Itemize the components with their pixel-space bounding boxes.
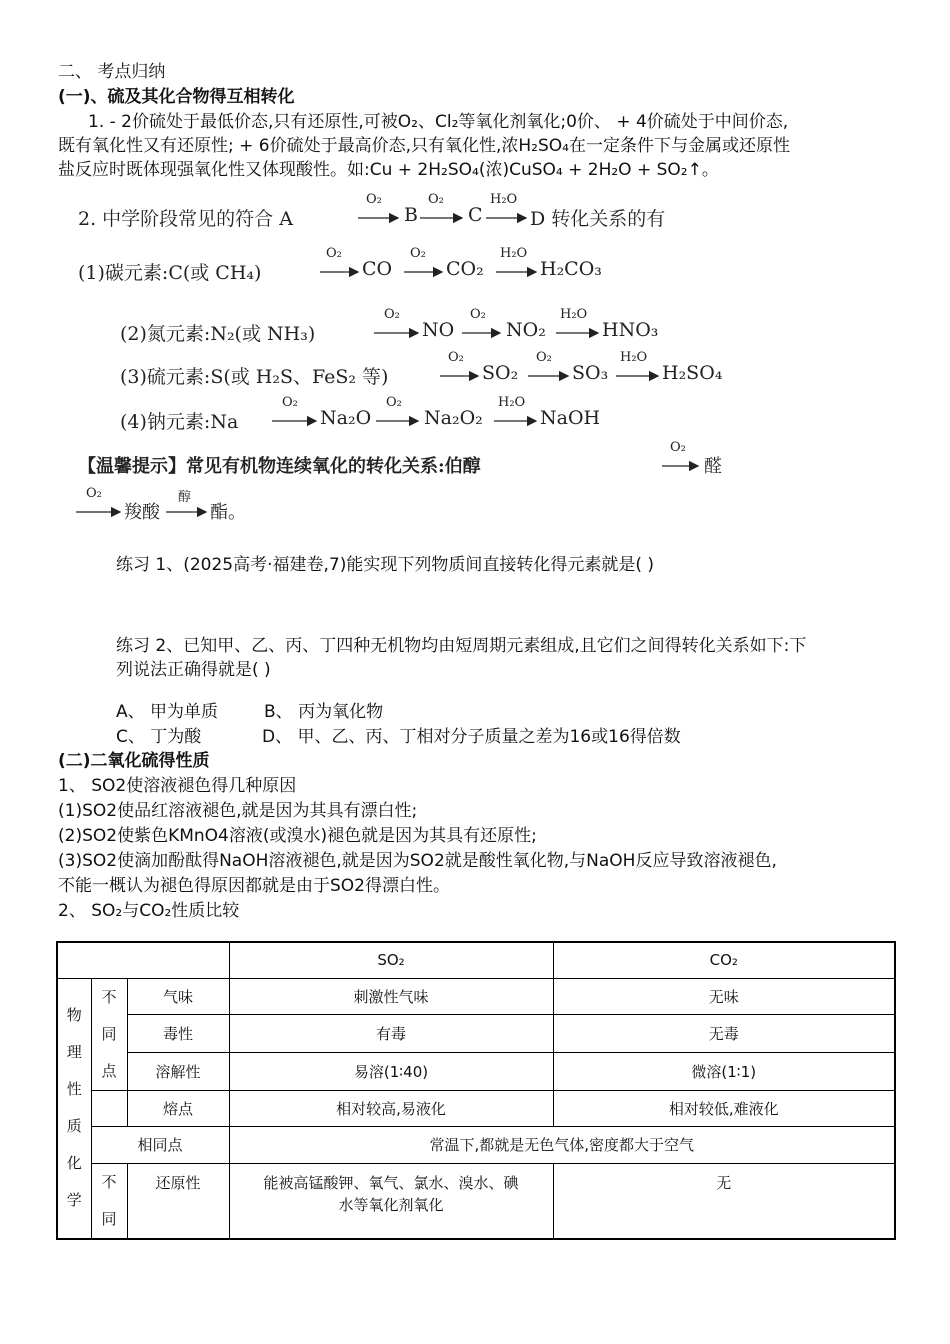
part2-heading: (二)二氧化硫得性质 [58, 751, 210, 771]
fig-arrow-label: 醇 [178, 490, 192, 505]
fig-sulfur-3: SO₃ [572, 362, 609, 384]
so2-reducibility: 能被高锰酸钾、氧气、氯水、溴水、碘 水等氧化剂氧化 [229, 1163, 553, 1239]
fig-carbon-4: H₂CO₃ [540, 258, 602, 280]
part1-para-line3: 盐反应时既体现强氧化性又体现酸性。如:Cu + 2H₂SO₄(浓)CuSO₄ + 2H₂O + SO₂↑。 [58, 160, 719, 180]
fig-arrow-label: O₂ [366, 192, 382, 207]
part1-para-line2: 既有氧化性又有还原性; + 6价硫处于最高价态,只有氧化性,浓H₂SO₄在一定条件下与金属或还原性 [58, 136, 790, 156]
fig-arrow-label: H₂O [560, 307, 588, 322]
fig-sulfur-source: (3)硫元素:S(或 H₂S、FeS₂ 等) [120, 366, 389, 388]
exercise-2-line1: 练习 2、已知甲、乙、丙、丁四种无机物均由短周期元素组成,且它们之间得转化关系如下:下 [116, 636, 807, 656]
fig-tip-aldehyde: 醛 [704, 456, 722, 477]
fig-arrow-label: O₂ [326, 246, 342, 261]
so2-odor: 刺激性气味 [229, 978, 553, 1015]
comparison-table [56, 941, 896, 1240]
fig-arrow-label: O₂ [470, 307, 486, 322]
fig-arrow-label: H₂O [500, 246, 528, 261]
prop-odor: 气味 [127, 978, 229, 1015]
fig-arrow-label: O₂ [282, 395, 298, 410]
fig-tip: 【温馨提示】常见有机物连续氧化的转化关系:伯醇 [78, 456, 481, 477]
part1-para-line1: 1. - 2价硫处于最低价态,只有还原性,可被O₂、Cl₂等氧化剂氧化;0价、 + 4价硫处于中间价态, [88, 112, 789, 132]
so2-solubility: 易溶(1∶40) [229, 1052, 553, 1090]
prop-reducibility: 还原性 [127, 1163, 229, 1239]
conversion-figure [68, 192, 738, 530]
blank-cell [91, 1090, 127, 1126]
fig-line1-b: B [404, 204, 418, 226]
co2-solubility: 微溶(1∶1) [553, 1052, 895, 1090]
co2-odor: 无味 [553, 978, 895, 1015]
same-value: 常温下,都就是无色气体,密度都大于空气 [229, 1126, 895, 1163]
prop-melting-point: 熔点 [127, 1090, 229, 1126]
fig-carbon-source: (1)碳元素:C(或 CH₄) [78, 262, 262, 284]
part2-item1: 1、 SO2使溶液褪色得几种原因 [58, 776, 297, 796]
fig-arrow-label: O₂ [428, 192, 444, 207]
fig-arrow-label: O₂ [448, 350, 464, 365]
co2-reducibility: 无 [553, 1163, 895, 1239]
header-co2: CO₂ [553, 942, 895, 978]
fig-line1-c: C [468, 204, 483, 226]
fig-sulfur-4: H₂SO₄ [662, 362, 723, 384]
part1-heading: (一)、硫及其化合物得互相转化 [58, 87, 295, 107]
fig-sodium-3: Na₂O₂ [424, 407, 483, 429]
option-c: C、 丁为酸 [116, 727, 202, 747]
fig-arrow-label: H₂O [620, 350, 648, 365]
part2-reason3-line2: 不能一概认为褪色得原因都就是由于SO2得漂白性。 [58, 876, 450, 896]
part2-item2: 2、 SO₂与CO₂性质比较 [58, 901, 240, 921]
fig-arrow-label: O₂ [536, 350, 552, 365]
option-a: A、 甲为单质 [116, 702, 219, 722]
exercise-2-line2: 列说法正确得就是( ) [116, 660, 271, 680]
section-heading: 二、 考点归纳 [58, 62, 166, 82]
part2-reason3-line1: (3)SO2使滴加酚酞得NaOH溶液褪色,就是因为SO2就是酸性氧化物,与NaOH反应导致溶液褪色, [58, 851, 777, 871]
prop-toxicity: 毒性 [127, 1015, 229, 1053]
header-so2: SO₂ [229, 942, 553, 978]
co2-melting-point: 相对较低,难液化 [553, 1090, 895, 1126]
fig-nitrogen-2: NO [422, 319, 455, 341]
fig-arrow-label: H₂O [490, 192, 518, 207]
prop-solubility: 溶解性 [127, 1052, 229, 1090]
fig-arrow-label: O₂ [86, 486, 102, 501]
so2-melting-point: 相对较高,易液化 [229, 1090, 553, 1126]
fig-arrow-label: O₂ [384, 307, 400, 322]
fig-carbon-2: CO [362, 258, 393, 280]
exercise-1: 练习 1、(2025高考·福建卷,7)能实现下列物质间直接转化得元素就是( ) [116, 555, 655, 575]
fig-arrow-label: H₂O [498, 395, 526, 410]
group-different-2: 不 同 [91, 1163, 127, 1239]
fig-line1-a: 2. 中学阶段常见的符合 A [78, 208, 293, 230]
fig-sodium-2: Na₂O [320, 407, 372, 429]
fig-nitrogen-source: (2)氮元素:N₂(或 NH₃) [120, 323, 316, 345]
group-physical-chemical: 物 理 性 质 化 学 [57, 978, 91, 1239]
fig-sodium-source: (4)钠元素:Na [120, 411, 239, 433]
fig-arrow-label: O₂ [410, 246, 426, 261]
fig-carbon-3: CO₂ [446, 258, 484, 280]
fig-arrow-label: O₂ [386, 395, 402, 410]
co2-toxicity: 无毒 [553, 1015, 895, 1053]
option-b: B、 丙为氧化物 [264, 702, 384, 722]
fig-line1-d: D 转化关系的有 [530, 208, 666, 230]
same-label: 相同点 [91, 1126, 229, 1163]
header-blank [57, 942, 229, 978]
fig-nitrogen-4: HNO₃ [602, 319, 659, 341]
fig-sulfur-2: SO₂ [482, 362, 519, 384]
group-different: 不 同 点 [91, 978, 127, 1090]
option-d: D、 甲、乙、丙、丁相对分子质量之差为16或16得倍数 [262, 727, 681, 747]
part2-reason1: (1)SO2使品红溶液褪色,就是因为其具有漂白性; [58, 801, 418, 821]
fig-sodium-4: NaOH [540, 407, 601, 429]
so2-toxicity: 有毒 [229, 1015, 553, 1053]
fig-arrow-label: O₂ [670, 440, 686, 455]
part2-reason2: (2)SO2使紫色KMnO4溶液(或溴水)褪色就是因为其具有还原性; [58, 826, 537, 846]
fig-nitrogen-3: NO₂ [506, 319, 546, 341]
fig-tip-ester: 酯。 [210, 502, 246, 523]
fig-tip-acid: 羧酸 [124, 502, 160, 523]
